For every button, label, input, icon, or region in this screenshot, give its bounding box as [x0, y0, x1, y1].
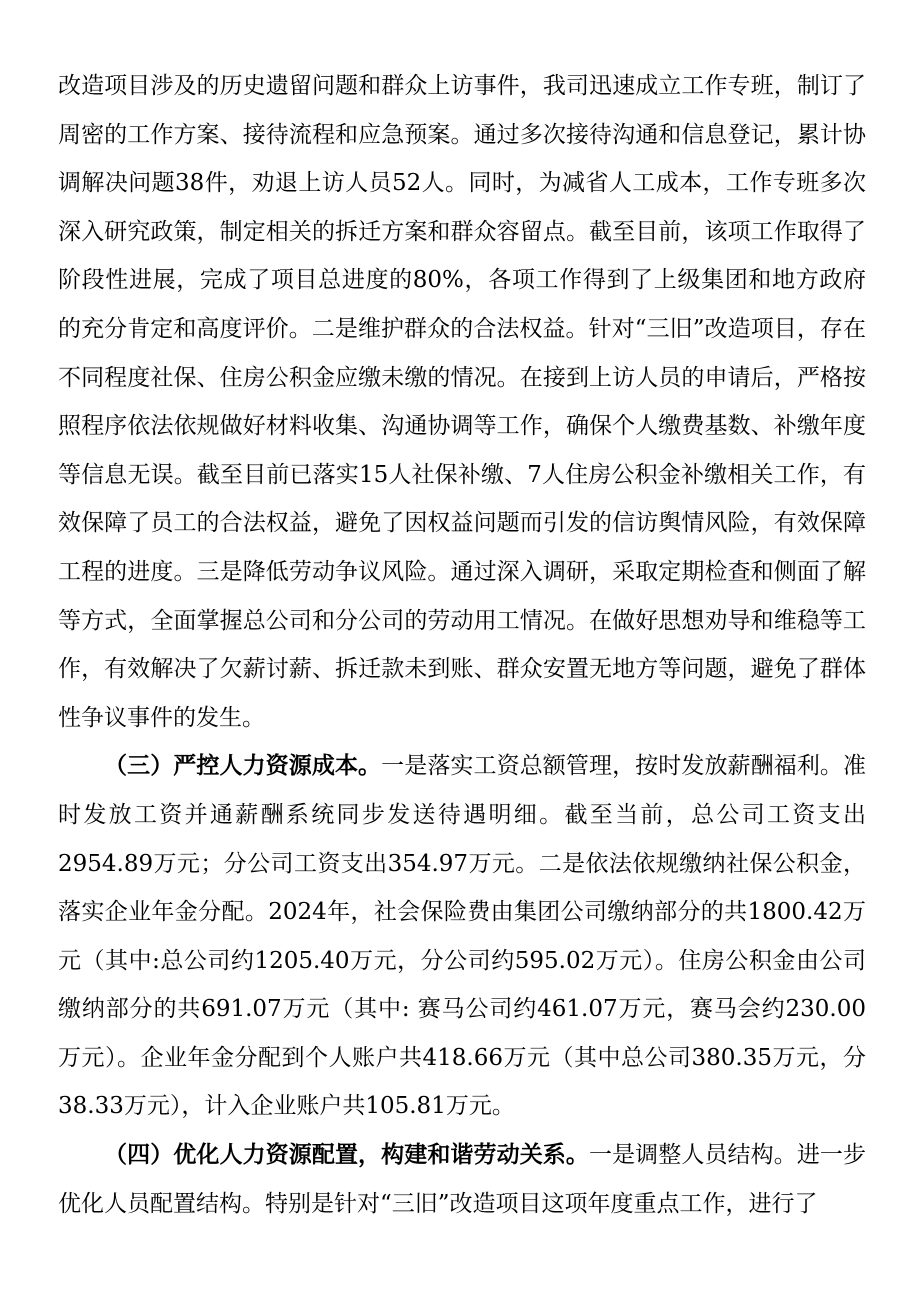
section-3-body: 一是落实工资总额管理，按时发放薪酬福利。准时发放工资并通薪酬系统同步发送待遇明细。截至当前，总公司工资支出2954.89万元；分公司工资支出354.97万元。二是依法依规缴纳社保公积金，落实企业年金分配。2024年，社会保险费由集团公司缴纳部分的共1800.42万元（其中:总公司约1205.40万元，分公司约595.02万元）。住房公积金由公司缴纳部分的共691.07万元（其中: 赛马公司约461.07万元，赛马会约230.00万元）。企业年金分配到个人账户共418.66万元（其中总公司380.35万元，分38.33万元），计入企业账户共105.81万元。: [58, 753, 866, 1120]
section-4-body: 一是调整人员结构。进一步优化人员配置结构。特别是针对“三旧”改造项目这项年度重点工作，进行了: [58, 1142, 866, 1217]
section-4-heading: （四）优化人力资源配置，构建和谐劳动关系。: [104, 1141, 589, 1169]
section-4-paragraph: [58, 1131, 866, 1228]
document-body: [58, 62, 866, 1228]
section-3-heading: （三）严控人力资源成本。: [104, 752, 382, 780]
section-3-paragraph: [58, 742, 866, 1131]
paragraph-continuation: 改造项目涉及的历史遗留问题和群众上访事件，我司迅速成立工作专班，制订了周密的工作方案、接待流程和应急预案。通过多次接待沟通和信息登记，累计协调解决问题38件，劝退上访人员52人。同时，为减省人工成本，工作专班多次深入研究政策，制定相关的拆迁方案和群众容留点。截至目前，该项工作取得了阶段性进展，完成了项目总进度的80%，各项工作得到了上级集团和地方政府的充分肯定和高度评价。二是维护群众的合法权益。针对“三旧”改造项目，存在不同程度社保、住房公积金应缴未缴的情况。在接到上访人员的申请后，严格按照程序依法依规做好材料收集、沟通协调等工作，确保个人缴费基数、补缴年度等信息无误。截至目前已落实15人社保补缴、7人住房公积金补缴相关工作，有效保障了员工的合法权益，避免了因权益问题而引发的信访舆情风险，有效保障工程的进度。三是降低劳动争议风险。通过深入调研，采取定期检查和侧面了解等方式，全面掌握总公司和分公司的劳动用工情况。在做好思想劝导和维稳等工作，有效解决了欠薪讨薪、拆迁款未到账、群众安置无地方等问题，避免了群体性争议事件的发生。: [58, 73, 866, 731]
